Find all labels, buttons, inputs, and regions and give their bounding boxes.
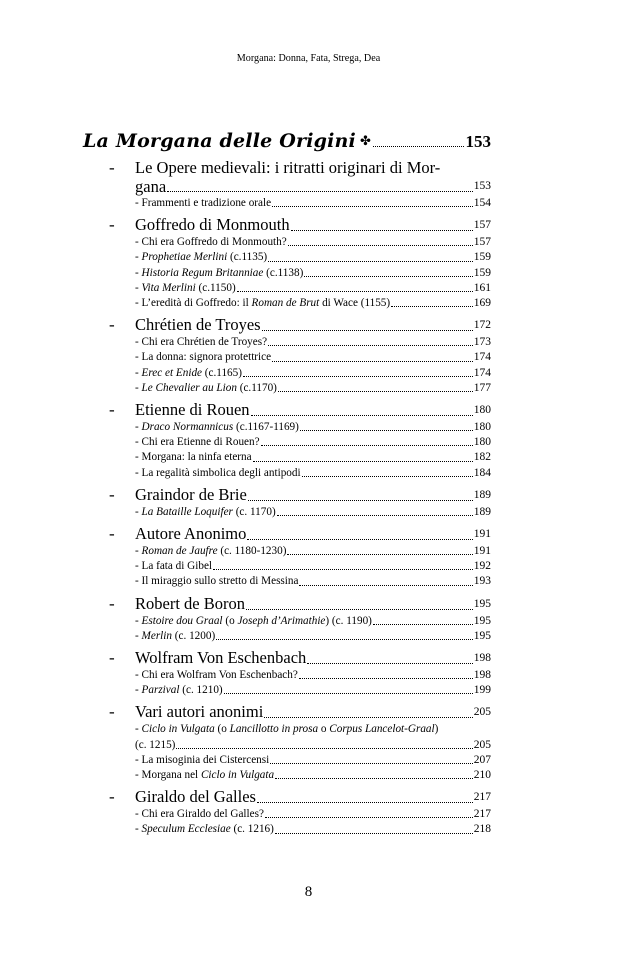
leader-dots (257, 802, 473, 803)
entry-title-text: - (135, 266, 142, 279)
entry-title-italic: Historia Regum Britanniae (141, 266, 264, 279)
entry-title (135, 266, 303, 281)
toc-section (109, 400, 491, 482)
leader-dots (261, 445, 473, 446)
entry-title-text: - (135, 281, 142, 294)
toc-section (109, 702, 491, 784)
entry-title-text: - La regalità simbolica degli antipodi (135, 466, 301, 479)
section-dash: - (109, 215, 115, 235)
toc-entry[interactable] (135, 381, 491, 396)
entry-title-italic: Corpus Lancelot-Graal (329, 723, 435, 736)
entry-title-italic: Prophetiae Merlini (141, 251, 228, 264)
entry-title (135, 335, 267, 350)
entry-title-text: - Morgana: la ninfa eterna (135, 451, 252, 464)
section-spacer (109, 698, 491, 699)
entry-title-text: - Chi era Goffredo di Monmouth? (135, 236, 287, 249)
entry-page-number: 193 (473, 575, 491, 588)
entry-title (135, 196, 271, 211)
toc-entry[interactable] (135, 296, 491, 311)
leader-dots (264, 717, 472, 718)
section-dash: - (109, 315, 115, 335)
leader-dots (299, 678, 473, 679)
toc-section (109, 787, 491, 838)
section-heading[interactable] (135, 524, 491, 544)
chapter-title: La Morgana delle Origini (83, 130, 356, 152)
entry-title-text: (o (222, 614, 238, 627)
entry-title-text: - (135, 545, 142, 558)
section-spacer (109, 644, 491, 645)
toc-section (109, 315, 491, 397)
leader-dots (288, 245, 473, 246)
toc-entry[interactable] (135, 753, 491, 768)
entry-title (135, 450, 252, 465)
leader-dots (268, 261, 473, 262)
entry-title (135, 435, 260, 450)
entry-title (135, 544, 286, 559)
entry-title (135, 683, 223, 698)
entry-title-text: - (135, 823, 142, 836)
toc-section (109, 215, 491, 312)
entry-title: Goffredo di Monmouth (135, 215, 290, 235)
entry-page-number: 198 (473, 669, 491, 682)
entry-title-text: (c. 1170) (232, 505, 276, 518)
entry-title (135, 629, 215, 644)
entry-title-text: - Morgana nel (135, 769, 201, 782)
section-dash: - (109, 484, 115, 504)
leader-dots (268, 345, 473, 346)
toc-entry[interactable] (135, 574, 491, 589)
toc-section (109, 648, 491, 699)
entry-page-number: 157 (473, 236, 491, 249)
leader-dots (299, 585, 472, 586)
entry-title-italic: Merlin (141, 629, 172, 642)
section-heading[interactable] (135, 787, 491, 807)
entry-page-number: 154 (473, 197, 491, 209)
entry-page-number: 218 (473, 823, 491, 836)
leader-dots (275, 833, 473, 834)
toc-entry[interactable] (135, 435, 491, 450)
toc-entry[interactable] (135, 722, 491, 752)
entry-title-text: - Chi era Giraldo del Galles? (135, 808, 264, 821)
section-heading[interactable] (135, 215, 491, 235)
chapter-page-number: 153 (465, 132, 491, 151)
toc-entry[interactable] (135, 614, 491, 629)
entry-page-number: 173 (473, 336, 491, 349)
entry-page-number: 191 (473, 545, 491, 558)
section-heading[interactable] (135, 594, 491, 614)
toc-entry[interactable] (135, 466, 491, 481)
entry-page-number: 207 (473, 753, 491, 766)
leader-dots (391, 306, 473, 307)
table-of-contents (109, 158, 491, 839)
entry-title-italic: Ciclo in Vulgata (200, 769, 275, 782)
leader-dots (373, 624, 473, 625)
toc-entry[interactable] (135, 544, 491, 559)
toc-section (109, 594, 491, 645)
entry-title (135, 505, 276, 520)
entry-title (135, 822, 274, 837)
entry-title-text: (c.1167-1169) (233, 421, 299, 434)
entry-title: Robert de Boron (135, 593, 245, 613)
entry-title-italic: Parzival (141, 684, 180, 697)
leader-dots (237, 291, 473, 292)
entry-page-number: 174 (473, 351, 491, 364)
entry-title-text: - La donna: signora protettrice (135, 351, 272, 364)
entry-title-italic: Ciclo in Vulgata (141, 723, 215, 736)
toc-entry[interactable] (135, 350, 491, 365)
leader-dots (243, 376, 473, 377)
entry-page-number: 169 (473, 297, 491, 310)
leader-dots (270, 763, 473, 764)
toc-entry[interactable] (135, 629, 491, 644)
entry-page-number: 189 (473, 488, 491, 501)
section-heading[interactable] (135, 702, 491, 722)
toc-section (109, 485, 491, 521)
running-head: Morgana: Donna, Fata, Strega, Dea (236, 52, 381, 64)
entry-title (135, 768, 274, 783)
section-spacer (109, 783, 491, 784)
entry-title-text: - Chi era Etienne di Rouen? (135, 436, 260, 449)
entry-title-text: - Chi era Chrétien de Troyes? (135, 336, 268, 349)
toc-entry[interactable] (135, 450, 491, 465)
entry-page-number: 199 (473, 684, 491, 697)
leader-dots (287, 554, 472, 555)
entry-title-text: - (135, 629, 142, 642)
toc-section (109, 158, 491, 212)
section-title-line: Le Opere medievali: i ritratti originari di Mor- (135, 158, 441, 177)
entry-page-number: 174 (473, 366, 491, 379)
entry-page-number: 161 (473, 281, 491, 294)
entry-title-text: - (135, 251, 142, 264)
entry-title: Graindor de Brie (135, 484, 247, 504)
section-dash: - (109, 702, 115, 722)
entry-page-number: 180 (473, 421, 491, 434)
toc-entry[interactable] (135, 196, 491, 211)
entry-title: Chrétien de Troyes (135, 315, 261, 335)
toc-entry[interactable] (135, 768, 491, 783)
entry-title-text: (c. 1200) (171, 629, 216, 642)
leader-dots (373, 145, 464, 147)
entry-title-text: - (135, 684, 142, 697)
section-title: gana (135, 177, 167, 196)
toc-entry[interactable] (135, 807, 491, 822)
entry-page-number: 205 (473, 706, 491, 719)
section-spacer (109, 311, 491, 312)
entry-title (135, 381, 277, 396)
section-spacer (109, 396, 491, 397)
entry-page-number: 217 (473, 808, 491, 821)
toc-entry[interactable] (135, 822, 491, 837)
entry-title-text: (o (214, 723, 230, 736)
entry-title-text: - Il miraggio sullo stretto di Messina (135, 575, 299, 588)
entry-title (135, 366, 242, 381)
leader-dots (307, 663, 472, 664)
leader-dots (304, 276, 472, 277)
section-heading[interactable] (135, 648, 491, 668)
toc-entry[interactable] (135, 235, 491, 250)
toc-entry[interactable] (135, 668, 491, 683)
entry-title-line (135, 722, 491, 737)
leader-dots (302, 476, 473, 477)
entry-page-number: 195 (473, 597, 491, 610)
entry-title-italic: Le Chevalier au Lion (141, 381, 237, 394)
section-dash: - (109, 787, 115, 807)
section-heading[interactable] (135, 158, 491, 196)
entry-title (135, 281, 236, 296)
entry-title-text: - La misoginia dei Cistercensi (135, 753, 270, 766)
entry-title-text: (c.1165) (202, 366, 242, 379)
entry-title-text: - (135, 723, 142, 736)
leader-dots (277, 515, 473, 516)
entry-title-italic: La Bataille Loquifer (141, 505, 233, 518)
leader-dots (300, 430, 473, 431)
leader-dots (278, 391, 473, 392)
entry-page-number: 217 (473, 791, 491, 804)
entry-title-italic: Draco Normannicus (141, 421, 234, 434)
leader-dots (272, 361, 473, 362)
entry-title: Giraldo del Galles (135, 787, 256, 807)
leader-dots (253, 461, 473, 462)
entry-page-number: 177 (473, 381, 491, 394)
leader-dots (265, 817, 473, 818)
leader-dots (246, 609, 473, 610)
entry-page-number: 159 (473, 266, 491, 279)
toc-entry[interactable] (135, 266, 491, 281)
toc-entry[interactable] (135, 683, 491, 698)
entry-page-number: 157 (473, 219, 491, 232)
entry-title-text: - (135, 505, 142, 518)
leader-dots (291, 230, 473, 231)
toc-entry[interactable] (135, 559, 491, 574)
toc-section (109, 524, 491, 591)
toc-entry[interactable] (135, 250, 491, 265)
entry-title: Autore Anonimo (135, 524, 247, 544)
entry-title (135, 574, 298, 589)
entry-title (135, 420, 299, 435)
toc-entry[interactable] (135, 281, 491, 296)
toc-entry[interactable] (135, 335, 491, 350)
section-heading[interactable] (135, 485, 491, 505)
entry-title-italic: Vita Merlini (141, 281, 196, 294)
section-dash: - (109, 648, 115, 668)
section-title-line (135, 177, 491, 196)
leader-dots (167, 191, 473, 192)
leader-dots (251, 415, 473, 416)
entry-title (135, 350, 271, 365)
entry-title-italic: Erec et Enide (141, 366, 202, 379)
entry-title (135, 235, 287, 250)
entry-title-text: di Wace (1155) (319, 297, 391, 310)
entry-title-text: (c. 1216) (230, 823, 274, 836)
toc-entry[interactable] (135, 505, 491, 520)
entry-title-text: - (135, 366, 142, 379)
toc-entry[interactable] (135, 420, 491, 435)
entry-title-text: ) (434, 723, 439, 736)
entry-title-text: - L’eredità di Goffredo: il (135, 297, 252, 310)
chapter-heading (83, 128, 491, 152)
entry-title: Wolfram Von Eschenbach (135, 648, 307, 668)
page-number: 8 (304, 884, 313, 900)
entry-title: (c. 1215) (135, 738, 176, 751)
section-heading[interactable] (135, 400, 491, 420)
entry-page-number: 159 (473, 251, 491, 264)
entry-title-italic: Joseph d’Arimathie (237, 614, 326, 627)
entry-title (135, 296, 390, 311)
toc-entry[interactable] (135, 366, 491, 381)
entry-title (135, 753, 269, 768)
entry-page-number: 172 (473, 319, 491, 332)
entry-title-text: - La fata di Gibel (135, 560, 213, 573)
entry-title-text: (c.1135) (227, 251, 268, 264)
section-dash: - (109, 524, 115, 544)
leader-dots (224, 693, 473, 694)
entry-title (135, 668, 298, 683)
entry-title-line (135, 738, 491, 753)
section-spacer (109, 520, 491, 521)
entry-page-number: 191 (473, 528, 491, 541)
entry-title-italic: Estoire dou Graal (141, 614, 223, 627)
entry-page-number: 210 (473, 769, 491, 782)
entry-title-text: (c.1170) (236, 381, 277, 394)
leader-dots (213, 569, 473, 570)
entry-page-number: 192 (473, 560, 491, 573)
section-heading[interactable] (135, 315, 491, 335)
entry-title-text: - (135, 614, 142, 627)
entry-page-number: 182 (473, 451, 491, 464)
entry-title-italic: Roman de Jaufre (141, 545, 218, 558)
entry-title (135, 466, 301, 481)
entry-title-italic: Lancillotto in prosa (229, 723, 319, 736)
leader-dots (262, 330, 473, 331)
entry-title-text: - (135, 421, 142, 434)
entry-page-number: 189 (473, 505, 491, 518)
entry-title (135, 250, 267, 265)
leader-dots (216, 639, 473, 640)
section-dash: - (109, 593, 115, 613)
section-spacer (109, 838, 491, 839)
entry-title-text: o (318, 723, 330, 736)
entry-title: Etienne di Rouen (135, 400, 250, 420)
section-page-number: 153 (473, 180, 491, 192)
entry-title-text: (c.1150) (195, 281, 236, 294)
entry-page-number: 198 (473, 652, 491, 665)
entry-title-text: (c. 1210) (179, 684, 223, 697)
section-spacer (109, 211, 491, 212)
entry-page-number: 180 (473, 436, 491, 449)
entry-title-text: - (135, 381, 142, 394)
section-spacer (109, 481, 491, 482)
entry-title-text: - Frammenti e tradizione orale (135, 197, 272, 209)
section-spacer (109, 590, 491, 591)
entry-title-text: (c.1138) (263, 266, 304, 279)
fleuron-icon: ✤ (359, 133, 371, 148)
leader-dots (275, 778, 473, 779)
leader-dots (248, 500, 473, 501)
entry-title (135, 807, 264, 822)
leader-dots (176, 748, 472, 749)
entry-title-text: ) (c. 1190) (325, 614, 372, 627)
leader-dots (272, 206, 473, 207)
entry-page-number: 205 (473, 738, 491, 751)
leader-dots (247, 539, 472, 540)
entry-title (135, 559, 212, 574)
entry-title-italic: Roman de Brut (251, 297, 320, 310)
entry-page-number: 180 (473, 404, 491, 417)
entry-page-number: 184 (473, 466, 491, 479)
section-dash: - (109, 158, 115, 177)
entry-title (135, 614, 372, 629)
entry-page-number: 195 (473, 614, 491, 627)
entry-title-text: - Chi era Wolfram Von Eschenbach? (135, 669, 298, 682)
entry-title-text: (c. 1180-1230) (217, 545, 287, 558)
entry-page-number: 195 (473, 629, 491, 642)
entry-title-italic: Speculum Ecclesiae (141, 823, 231, 836)
entry-title: Vari autori anonimi (135, 702, 264, 722)
section-dash: - (109, 400, 115, 420)
